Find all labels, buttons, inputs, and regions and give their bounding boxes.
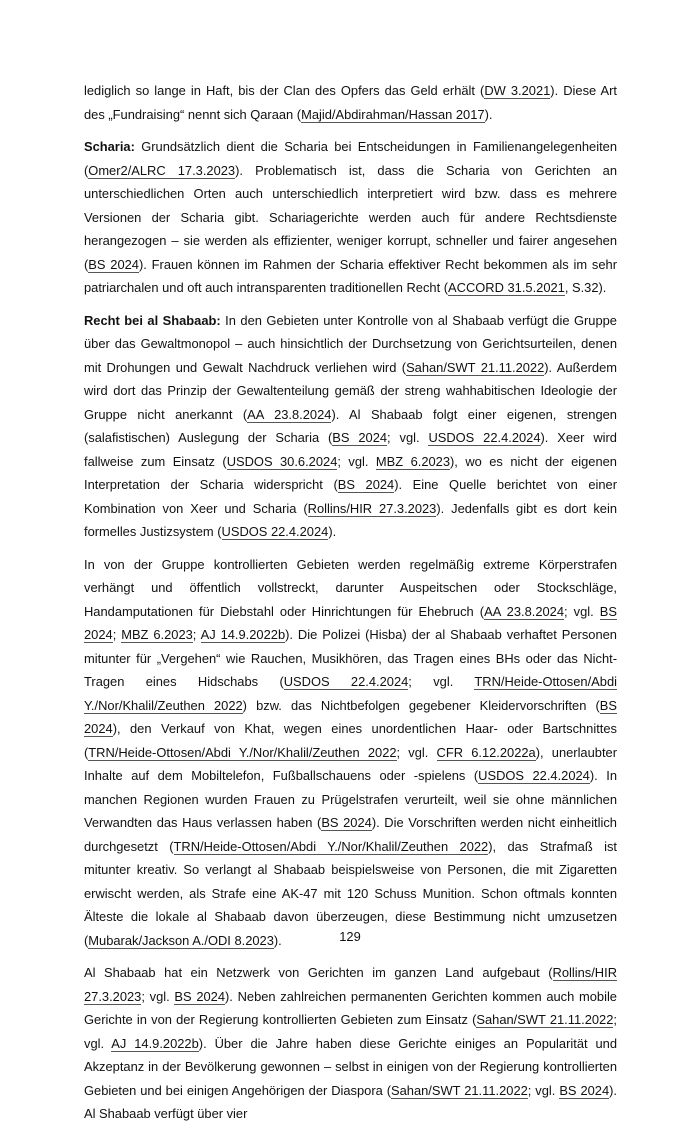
- source-citation-link[interactable]: AA 23.8.2024: [247, 406, 332, 422]
- source-citation-link[interactable]: TRN/Heide-Ottosen/Abdi Y./Nor/Khalil/Zeuthen 2022: [173, 838, 489, 854]
- text-segment: ). Eine Quelle berichtet von einer Kombination von Xeer und Scharia (: [84, 477, 617, 516]
- text-segment: ). Xeer wird fallweise zum Einsatz (: [84, 430, 617, 469]
- source-citation-link[interactable]: AJ 14.9.2022b: [200, 627, 286, 642]
- text-segment: ). Al Shabaab folgt einer eigenen, strengen (salafistischen) Auslegung der Scharia (: [84, 406, 617, 445]
- text-segment: ).: [484, 106, 493, 122]
- paragraph: [84, 79, 617, 126]
- text-segment: ; vgl.: [141, 988, 175, 1004]
- text-segment: In den Gebieten unter Kontrolle von al Shabaab verfügt die Gruppe über das Gewaltmonopol – auch hinsichtlich der Durchsetzung von Gerichtsurteilen, denen mit Drohungen und Gewalt Nachdruck verliehen wird (: [84, 312, 617, 375]
- source-citation-link[interactable]: Majid/Abdirahman/Hassan 2017: [301, 106, 485, 122]
- source-citation-link[interactable]: Omer2/ALRC 17.3.2023: [88, 162, 236, 178]
- source-citation-link[interactable]: USDOS 22.4.2024: [283, 674, 409, 689]
- source-citation-link[interactable]: MBZ 6.2023: [375, 453, 450, 469]
- text-segment: ). Außerdem wird dort das Prinzip der Gewaltenteilung gemäß der streng wahhabitischen Ideologie der Gruppe nicht anerkannt (: [84, 359, 617, 422]
- source-citation-link[interactable]: MBZ 6.2023: [121, 627, 193, 642]
- source-citation-link[interactable]: CFR 6.12.2022a: [436, 744, 536, 760]
- paragraph: [84, 961, 617, 1126]
- text-segment: ; vgl.: [527, 1082, 560, 1098]
- text-segment: ).: [273, 932, 282, 948]
- source-citation-link[interactable]: BS 2024: [332, 430, 388, 445]
- body-text: [84, 79, 617, 1135]
- text-segment: ).: [328, 524, 337, 539]
- source-citation-link[interactable]: Sahan/SWT 21.11.2022: [406, 359, 545, 375]
- source-citation-link[interactable]: DW 3.2021: [484, 83, 551, 98]
- text-segment: lediglich so lange in Haft, bis der Clan des Opfers das Geld erhält (: [84, 83, 485, 98]
- source-citation-link[interactable]: USDOS 22.4.2024: [478, 768, 590, 783]
- text-segment: ). Diese Art des „Fundraising“ nennt sich Qaraan (: [84, 83, 617, 122]
- text-segment: ) bzw. das Nichtbefolgen gegebener Kleidervorschriften (: [242, 697, 600, 713]
- text-segment: ;: [192, 627, 201, 642]
- text-segment: ). Über die Jahre haben diese Gerichte einiges an Popularität und Akzeptanz in der Bevölkerung gewonnen – selbst in einigen von der Regierung kontrollierten Gebieten und bei einigen Angehörigen der Diaspora (: [84, 1035, 617, 1098]
- source-citation-link[interactable]: Rollins/HIR 27.3.2023: [84, 965, 617, 1004]
- source-citation-link[interactable]: BS 2024: [337, 477, 395, 492]
- text-segment: ). Frauen können im Rahmen der Scharia effektiver Recht bekommen als im sehr patriarchalen und oft auch intransparenten traditionellen Recht (: [84, 256, 617, 295]
- source-citation-link[interactable]: BS 2024: [174, 988, 226, 1004]
- source-citation-link[interactable]: ACCORD 31.5.2021: [448, 280, 565, 295]
- text-segment: ; vgl.: [564, 603, 600, 619]
- text-segment: ), unerlaubter Inhalte auf dem Mobiltelefon, Fußballschauens oder -spielens (: [84, 744, 617, 783]
- page-number: 129: [339, 929, 361, 944]
- source-citation-link[interactable]: USDOS 22.4.2024: [221, 524, 329, 539]
- source-citation-link[interactable]: AJ 14.9.2022b: [111, 1035, 199, 1051]
- text-segment: ), den Verkauf von Khat, wegen eines unordentlichen Haar- oder Bartschnittes (: [84, 721, 617, 760]
- source-citation-link[interactable]: USDOS 30.6.2024: [226, 453, 338, 469]
- source-citation-link[interactable]: Mubarak/Jackson A./ODI 8.2023: [88, 932, 274, 948]
- source-citation-link[interactable]: Sahan/SWT 21.11.2022: [476, 1012, 614, 1027]
- text-segment: In von der Gruppe kontrollierten Gebieten werden regelmäßig extreme Körperstrafen verhängt und öffentlich vollstreckt, darunter Auspeitschen oder Stockschläge, Handamputationen für Diebstahl oder Hinrichtungen für Ehebruch (: [84, 556, 617, 619]
- section-heading: Scharia:: [84, 139, 135, 154]
- text-segment: ; vgl.: [337, 453, 376, 469]
- text-segment: ; vgl.: [396, 744, 437, 760]
- text-segment: , S.32).: [564, 280, 607, 295]
- source-citation-link[interactable]: USDOS 22.4.2024: [428, 430, 541, 445]
- source-citation-link[interactable]: TRN/Heide-Ottosen/Abdi Y./Nor/Khalil/Zeuthen 2022: [88, 744, 397, 760]
- text-segment: ). Die Vorschriften werden nicht einheitlich durchgesetzt (: [84, 815, 617, 854]
- text-segment: ), das Strafmaß ist mitunter kreativ. So verlangt al Shabaab beispielsweise von Personen, die mit Zigaretten erwischt werden, als Strafe eine AK-47 mit 120 Schuss Munition. Schon oftmals konnten Älteste die lokale al Shabaab davon überzeugen, diese Bestimmung nicht umzusetzen (: [84, 838, 617, 948]
- text-segment: ). Al Shabaab verfügt über vier: [84, 1082, 617, 1121]
- text-segment: ). In manchen Regionen wurden Frauen zu Prügelstrafen verurteilt, weil sie ohne männlichen Verwandten das Haus verlassen haben (: [84, 768, 617, 830]
- text-segment: ; vgl.: [84, 1012, 617, 1051]
- text-segment: ). Jedenfalls gibt es dort kein formelles Justizsystem (: [84, 500, 617, 539]
- section-heading: Recht bei al Shabaab:: [84, 312, 221, 328]
- source-citation-link[interactable]: BS 2024: [321, 815, 372, 830]
- text-segment: ). Problematisch ist, dass die Scharia von Gerichten an unterschiedlichen Orten auch unterschiedlich interpretiert wird bzw. dass es mehrere Versionen der Scharia gibt. Schariagerichte werden auch für andere Rechtsdienste herangezogen – sie werden als effizienter, weniger korrupt, schneller und fairer angesehen (: [84, 162, 617, 272]
- source-citation-link[interactable]: BS 2024: [84, 697, 617, 736]
- paragraph: [84, 553, 617, 953]
- source-citation-link[interactable]: Sahan/SWT 21.11.2022: [391, 1082, 528, 1098]
- text-segment: ). Die Polizei (Hisba) der al Shabaab verhaftet Personen mitunter für „Vergehen“ wie Rauchen, Musikhören, das Tragen eines BHs oder das Nicht-Tragen eines Hidschabs (: [84, 627, 617, 689]
- source-citation-link[interactable]: BS 2024: [88, 256, 139, 272]
- source-citation-link[interactable]: BS 2024: [559, 1082, 610, 1098]
- source-citation-link[interactable]: BS 2024: [84, 603, 617, 642]
- text-segment: ). Neben zahlreichen permanenten Gerichten kommen auch mobile Gerichte in von der Regierung kontrollierten Gebieten zum Einsatz (: [84, 988, 617, 1027]
- paragraph: [84, 135, 617, 300]
- text-segment: ; vgl.: [408, 674, 475, 689]
- source-citation-link[interactable]: AA 23.8.2024: [484, 603, 564, 619]
- text-segment: ), wo es nicht der eigenen Interpretation der Scharia widerspricht (: [84, 453, 617, 492]
- text-segment: ; vgl.: [387, 430, 429, 445]
- source-citation-link[interactable]: TRN/Heide-Ottosen/Abdi Y./Nor/Khalil/Zeuthen 2022: [84, 674, 617, 713]
- text-segment: Grundsätzlich dient die Scharia bei Entscheidungen in Familienangelegenheiten (: [84, 139, 617, 178]
- text-segment: Al Shabaab hat ein Netzwerk von Gerichten im ganzen Land aufgebaut (: [84, 965, 553, 980]
- text-segment: ;: [112, 627, 122, 642]
- source-citation-link[interactable]: Rollins/HIR 27.3.2023: [307, 500, 437, 516]
- paragraph: [84, 309, 617, 544]
